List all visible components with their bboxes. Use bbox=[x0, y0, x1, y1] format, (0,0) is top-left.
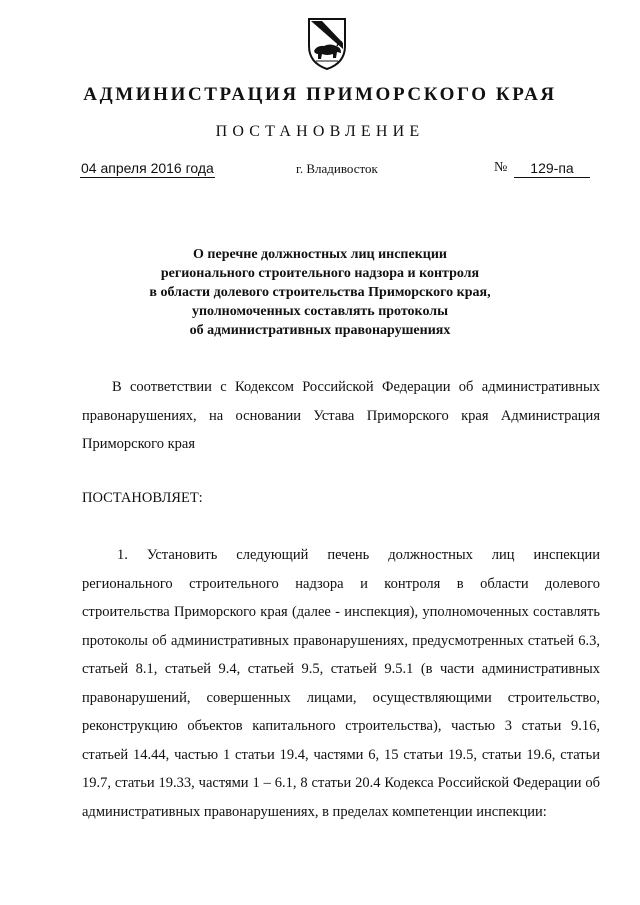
title-line: уполномоченных составлять протоколы bbox=[191, 304, 449, 319]
primorsky-coat-of-arms-icon bbox=[303, 16, 351, 72]
document-date: 04 апреля 2016 года bbox=[81, 160, 214, 176]
preamble-paragraph: В соответствии с Кодексом Российской Федерации об административных правонарушениях, на основании Устава Приморского края Администрация Приморского края bbox=[82, 379, 600, 452]
number-sign: № bbox=[494, 160, 508, 175]
document-title bbox=[0, 245, 640, 340]
title-line: об административных правонарушениях bbox=[189, 323, 451, 338]
title-line: регионального строительного надзора и контроля bbox=[160, 266, 480, 281]
document-number: 129-па bbox=[514, 160, 590, 178]
title-line: О перечне должностных лиц инспекции bbox=[193, 247, 447, 262]
title-line: в области долевого строительства Приморского края, bbox=[149, 285, 491, 300]
document-type: ПОСТАНОВЛЕНИЕ bbox=[215, 123, 425, 140]
item-1-paragraph: 1. Установить следующий печень должностных лиц инспекции регионального строительного надзора и контроля в области долевого строительства Приморского края (далее - инспекция), уполномоченных составлять протоколы об административных правонарушениях, предусмотренных статьей 6.3, статьей 8.1, статьей 9.4, статьей 9.5, статьей 9.5.1 (в части административных правонарушений, совершенных лицами, осуществляющими строительство, реконструкцию объектов капитального строительства), частью 3 статьи 9.16, статьей 14.44, частью 1 статьи 19.4, частями 6, 15 статьи 19.5, статьи 19.6, статьи 19.7, статьи 19.33, частями 1 – 6.1, 8 статьи 20.4 Кодекса Российской Федерации об административных правонарушениях, в пределах компетенции инспекции: bbox=[82, 547, 600, 820]
decree-word: ПОСТАНОВЛЯЕТ: bbox=[82, 490, 203, 506]
document-city: г. Владивосток bbox=[296, 161, 378, 176]
organization-name: АДМИНИСТРАЦИЯ ПРИМОРСКОГО КРАЯ bbox=[83, 84, 557, 105]
